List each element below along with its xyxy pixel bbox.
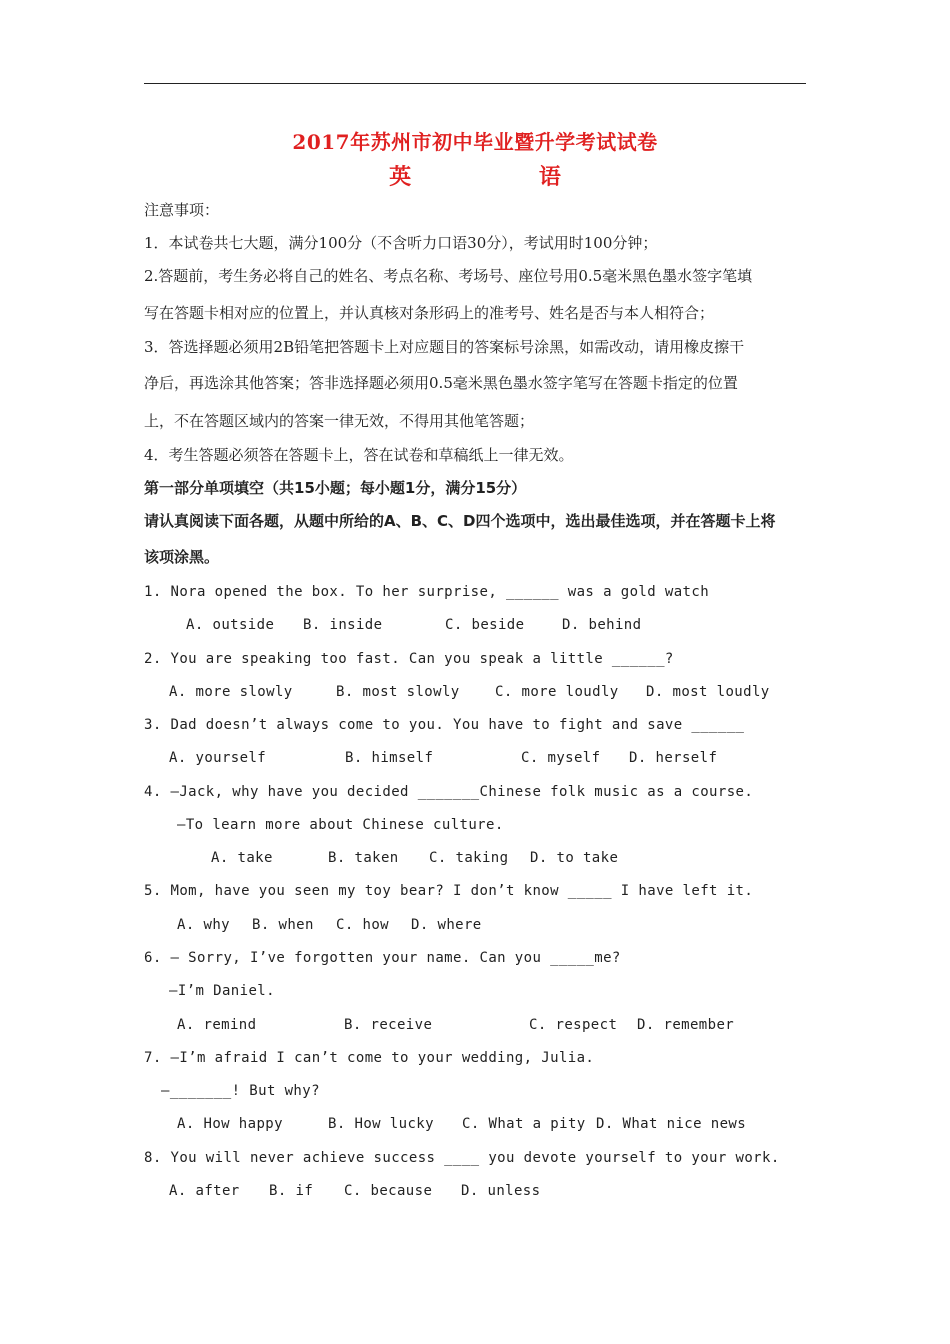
option: D. remember <box>637 1017 735 1033</box>
question-stem: 4. —Jack, why have you decided _______Chinese folk music as a course. <box>144 784 754 800</box>
option: A. more slowly <box>169 684 293 700</box>
question-stem: 7. —I’m afraid I can’t come to your wedding, Julia. <box>144 1050 595 1066</box>
note-line: 3．答选择题必须用2B铅笔把答题卡上对应题目的答案标号涂黑，如需改动，请用橡皮擦干 <box>144 338 745 356</box>
option: A. why <box>177 917 230 933</box>
option: B. most slowly <box>336 684 460 700</box>
note-line: 写在答题卡相对应的位置上，并认真核对条形码上的准考号、姓名是否与本人相符合； <box>144 304 715 322</box>
question-options <box>177 1015 734 1035</box>
exam-title: 2017年苏州市初中毕业暨升学考试试卷 <box>292 130 658 154</box>
question-options <box>169 682 770 702</box>
option: B. himself <box>345 750 434 766</box>
option: A. take <box>211 850 273 866</box>
option: D. herself <box>629 750 718 766</box>
section-instruction: 该项涂黑。 <box>144 548 220 566</box>
option: C. more loudly <box>495 684 619 700</box>
question-options <box>169 1181 540 1201</box>
option: D. What nice news <box>596 1116 747 1132</box>
section-title: 第一部分单项填空（共15小题；每小题1分，满分15分） <box>144 479 527 497</box>
option: D. to take <box>530 850 619 866</box>
question-stem: 2. You are speaking too fast. Can you speak a little ______? <box>144 651 674 667</box>
question-stem: 6. — Sorry, I’ve forgotten your name. Can you _____me? <box>144 950 621 966</box>
option: A. after <box>169 1183 240 1199</box>
question-options <box>211 848 618 868</box>
question-stem: 3. Dad doesn’t always come to you. You have to fight and save ______ <box>144 717 745 733</box>
option: C. taking <box>429 850 509 866</box>
question-options <box>177 1114 746 1134</box>
option: C. myself <box>521 750 601 766</box>
option: A. yourself <box>169 750 267 766</box>
option: D. where <box>411 917 482 933</box>
option: C. beside <box>445 617 525 633</box>
note-line: 2.答题前，考生务必将自己的姓名、考点名称、考场号、座位号用0.5毫米黑色墨水签字笔填 <box>144 267 753 285</box>
option: B. How lucky <box>328 1116 434 1132</box>
option: D. most loudly <box>646 684 770 700</box>
question-stem: 5. Mom, have you seen my toy bear? I don’t know _____ I have left it. <box>144 883 754 899</box>
option: D. unless <box>461 1183 541 1199</box>
option: A. outside <box>186 617 275 633</box>
option: B. taken <box>328 850 399 866</box>
note-line: 净后，再选涂其他答案；答非选择题必须用0.5毫米黑色墨水签字笔写在答题卡指定的位置 <box>144 374 738 392</box>
question-reply: —To learn more about Chinese culture. <box>177 817 504 833</box>
note-line: 上，不在答题区域内的答案一律无效，不得用其他笔答题； <box>144 412 535 430</box>
question-options <box>177 915 482 935</box>
option: A. How happy <box>177 1116 283 1132</box>
notes-heading: 注意事项： <box>144 201 220 219</box>
option: A. remind <box>177 1017 257 1033</box>
option: C. respect <box>529 1017 618 1033</box>
option: B. inside <box>303 617 383 633</box>
question-reply: —I’m Daniel. <box>169 983 275 999</box>
option: C. What a pity <box>462 1116 586 1132</box>
subject-title: 英 语 <box>389 164 621 190</box>
question-stem: 8. You will never achieve success ____ you devote yourself to your work. <box>144 1150 780 1166</box>
option: B. when <box>252 917 314 933</box>
option: C. because <box>344 1183 433 1199</box>
header-rule <box>144 83 806 84</box>
option: D. behind <box>562 617 642 633</box>
question-options <box>169 748 717 768</box>
option: B. receive <box>344 1017 433 1033</box>
note-line: 4．考生答题必须答在答题卡上，答在试卷和草稿纸上一律无效。 <box>144 446 574 464</box>
question-options <box>186 615 641 635</box>
option: B. if <box>269 1183 314 1199</box>
question-stem: 1. Nora opened the box. To her surprise, ______ was a gold watch <box>144 584 710 600</box>
question-reply: —_______! But why? <box>161 1083 320 1099</box>
note-line: 1．本试卷共七大题，满分100分（不含听力口语30分），考试用时100分钟； <box>144 234 658 252</box>
section-instruction: 请认真阅读下面各题，从题中所给的A、B、C、D四个选项中，选出最佳选项，并在答题卡上将 <box>144 512 776 530</box>
option: C. how <box>336 917 389 933</box>
